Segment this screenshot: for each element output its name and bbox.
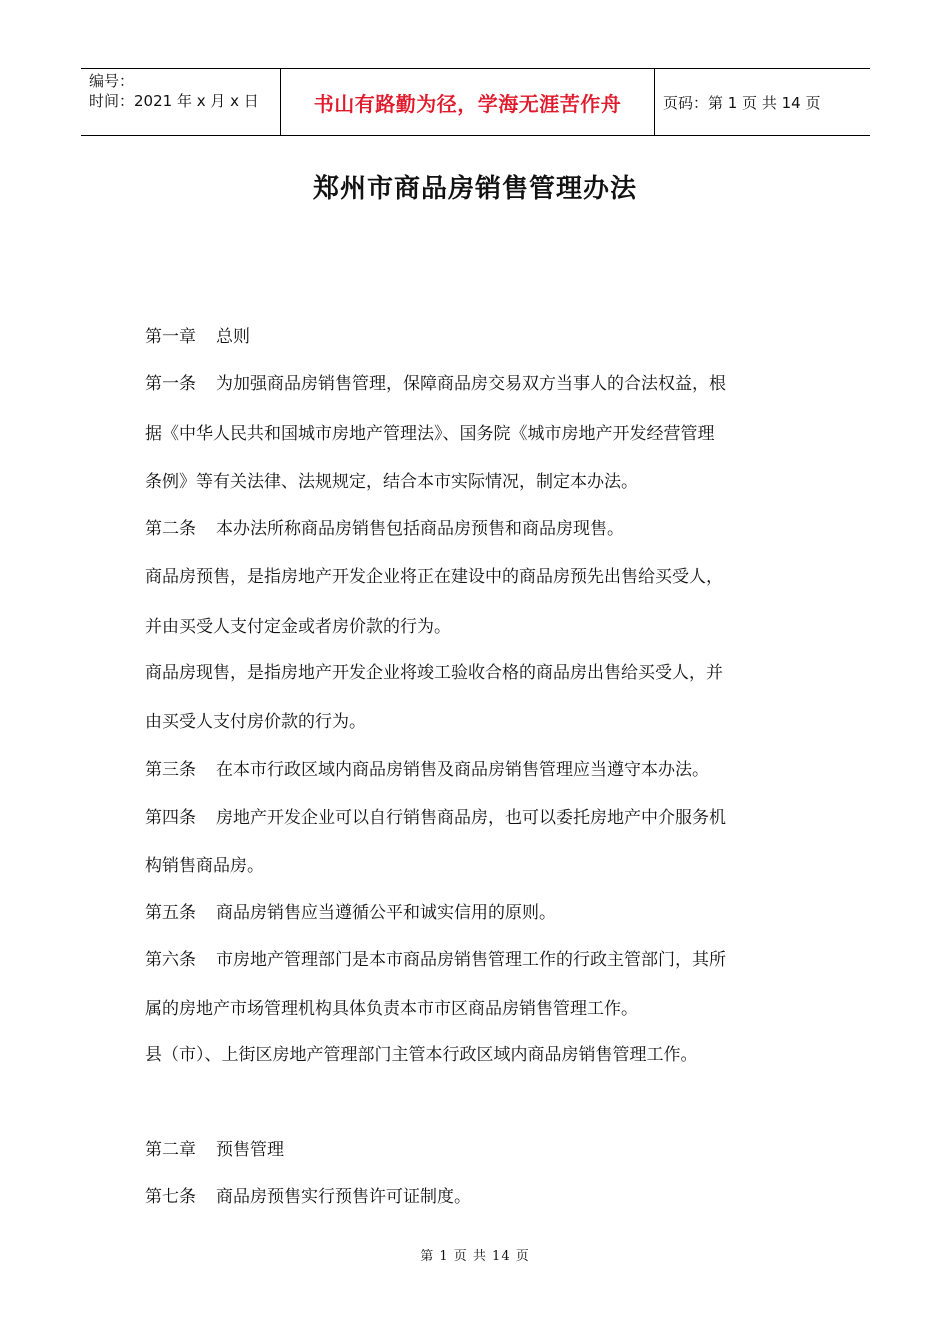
body-line: [145, 565, 815, 589]
article-number: 第五条: [145, 903, 196, 923]
body-line: [145, 758, 815, 782]
body-line: [145, 661, 815, 685]
document-time-label: 时间：2021 年 x 月 x 日: [89, 92, 259, 110]
line-text: 市房地产管理部门是本市商品房销售管理工作的行政主管部门，其所: [216, 950, 726, 970]
article-number: 第七条: [145, 1187, 196, 1207]
article-number: 第四条: [145, 808, 196, 828]
body-line: [145, 948, 815, 972]
article-number: 第一条: [145, 374, 196, 394]
line-text: 商品房预售实行预售许可证制度。: [216, 1187, 471, 1207]
document-number-label: 编号：: [89, 72, 135, 90]
body-line: [145, 372, 815, 396]
header-motto: 书山有路勤为径，学海无涯苦作舟: [313, 91, 622, 116]
header-page-cell: [655, 69, 870, 135]
line-text: 总则: [216, 327, 250, 347]
body-line: [145, 854, 815, 878]
body-line: [145, 1185, 815, 1209]
line-text: 在本市行政区域内商品房销售及商品房销售管理应当遵守本办法。: [216, 760, 709, 780]
line-text: 商品房现售，是指房地产开发企业将竣工验收合格的商品房出售给买受人，并: [145, 663, 723, 683]
document-header: [81, 68, 870, 136]
body-line: [145, 422, 815, 446]
line-text: 并由买受人支付定金或者房价款的行为。: [145, 617, 451, 637]
article-number: 第二条: [145, 519, 196, 539]
line-text: 据《中华人民共和国城市房地产管理法》、国务院《城市房地产开发经营管理: [145, 424, 715, 444]
article-number: 第三条: [145, 760, 196, 780]
line-text: 为加强商品房销售管理，保障商品房交易双方当事人的合法权益，根: [216, 374, 726, 394]
body-line: [145, 710, 815, 734]
line-text: 商品房销售应当遵循公平和诚实信用的原则。: [216, 903, 556, 923]
line-text: 预售管理: [216, 1140, 284, 1160]
chapter-number: 第二章: [145, 1140, 196, 1160]
header-meta-cell: [81, 69, 281, 135]
line-text: 房地产开发企业可以自行销售商品房，也可以委托房地产中介服务机: [216, 808, 726, 828]
line-text: 由买受人支付房价款的行为。: [145, 712, 366, 732]
body-line: [145, 901, 815, 925]
page-footer: 第 1 页 共 14 页: [420, 1249, 530, 1264]
line-text: 本办法所称商品房销售包括商品房预售和商品房现售。: [216, 519, 624, 539]
body-line: [145, 615, 815, 639]
line-text: 属的房地产市场管理机构具体负责本市市区商品房销售管理工作。: [145, 999, 638, 1019]
document-title: 郑州市商品房销售管理办法: [312, 174, 637, 204]
body-line: [145, 517, 815, 541]
chapter-heading: [145, 1138, 815, 1162]
chapter-heading: [145, 325, 815, 349]
line-text: 县（市）、上街区房地产管理部门主管本行政区域内商品房销售管理工作。: [145, 1045, 698, 1065]
body-line: [145, 997, 815, 1021]
line-text: 构销售商品房。: [145, 856, 264, 876]
chapter-number: 第一章: [145, 327, 196, 347]
header-motto-cell: [281, 69, 655, 135]
article-number: 第六条: [145, 950, 196, 970]
line-text: 条例》等有关法律、法规规定，结合本市实际情况，制定本办法。: [145, 472, 638, 492]
body-line: [145, 806, 815, 830]
line-text: 商品房预售，是指房地产开发企业将正在建设中的商品房预先出售给买受人，: [145, 567, 723, 587]
body-line: [145, 470, 815, 494]
body-line: [145, 1043, 815, 1067]
header-page-info: 页码：第 1 页 共 14 页: [663, 93, 821, 112]
